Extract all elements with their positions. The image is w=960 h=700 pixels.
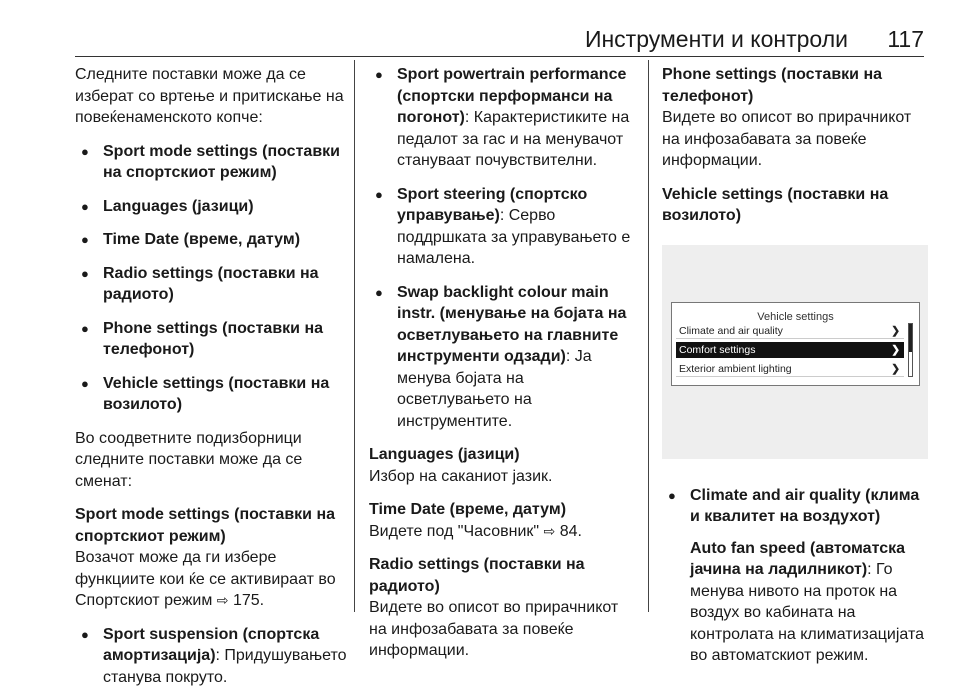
intro-text: Следните поставки може да се изберат со вртење и притискање на повеќенаменското копче: bbox=[75, 66, 344, 126]
sub-option bbox=[690, 538, 928, 667]
list-item bbox=[662, 485, 928, 667]
option-title: ● Climate and air quality (клима и квалитет на воздухот) bbox=[690, 486, 920, 525]
vehicle-settings-screenshot bbox=[662, 245, 928, 459]
time-text-body: Видете под "Часовник" bbox=[369, 522, 540, 540]
row-label: Comfort settings bbox=[679, 343, 756, 356]
option-text: : Придушувањето станува покруто. bbox=[103, 647, 347, 686]
screen-title: Vehicle settings bbox=[757, 310, 834, 323]
list-item: ● Sport mode settings (поставки на спортскиот режим) bbox=[75, 141, 347, 184]
sport-text bbox=[75, 547, 347, 612]
column-1 bbox=[75, 64, 347, 700]
chevron-right-icon: ❯ bbox=[891, 343, 900, 356]
time-text bbox=[369, 521, 637, 543]
list-item bbox=[369, 282, 637, 433]
list-item: ● Radio settings (поставки на радиото) bbox=[75, 263, 347, 306]
sub-option-text: : Го менува нивото на проток на воздух во кабината на контролата на климатизацијата во автоматскиот режим. bbox=[690, 561, 924, 664]
page-ref: 175. bbox=[232, 592, 265, 609]
sport-options-list bbox=[75, 624, 347, 689]
section-heading-time: Time Date (време, датум) bbox=[369, 501, 567, 518]
screen-menu-row-selected bbox=[676, 342, 904, 358]
option-title: Sport powertrain performance (спортски перформанси на погонот) bbox=[397, 66, 627, 126]
header-divider bbox=[75, 56, 924, 57]
option-text: : Ја менува бојата на осветлувањето на инструментите. bbox=[397, 348, 592, 430]
sport-options-list-cont bbox=[369, 64, 637, 432]
section-heading-vehicle: Vehicle settings (поставки на возилото) bbox=[662, 185, 889, 224]
page-ref-arrow-icon: ⇨ bbox=[216, 592, 229, 608]
scrollbar-thumb bbox=[909, 324, 912, 352]
list-item bbox=[75, 624, 347, 689]
list-item: ● Vehicle settings (поставки на возилото) bbox=[75, 373, 347, 416]
chevron-right-icon: ❯ bbox=[891, 324, 900, 337]
list-item bbox=[369, 184, 637, 270]
section-heading-languages: Languages (јазици) bbox=[369, 446, 520, 463]
option-text: : Серво поддршката за управувањето е намалена. bbox=[397, 207, 631, 267]
list-item: ● Time Date (време, датум) bbox=[75, 229, 347, 251]
row-label: Exterior ambient lighting bbox=[679, 362, 792, 375]
radio-text: Видете во описот во прирачникот на инфозабавата за повеќе информации. bbox=[369, 599, 619, 659]
screen-scrollbar bbox=[908, 323, 913, 377]
column-divider-2 bbox=[648, 60, 649, 612]
list-item: ● Phone settings (поставки на телефонот) bbox=[75, 318, 347, 361]
page-ref-arrow-icon: ⇨ bbox=[543, 522, 556, 539]
section-heading-phone: Phone settings (поставки на телефонот) bbox=[662, 66, 882, 105]
list-item bbox=[369, 64, 637, 172]
phone-text: Видете во описот во прирачникот на инфозабавата за повеќе информации. bbox=[662, 109, 912, 169]
column-3 bbox=[662, 64, 928, 679]
row-label: Climate and air quality bbox=[679, 324, 783, 337]
vehicle-options-list bbox=[662, 485, 928, 667]
page-ref: 84. bbox=[559, 522, 582, 540]
screen-menu-row bbox=[676, 361, 904, 377]
option-title: Swap backlight colour main instr. (менување на бојата на осветлувањето на главните инструменти одзади) bbox=[397, 283, 627, 365]
list-item: ● Languages (јазици) bbox=[75, 196, 347, 218]
display-screen bbox=[671, 302, 920, 386]
submenu-text: Во соодветните подизборници следните поставки може да се сменат: bbox=[75, 429, 303, 490]
languages-text: Избор на саканиот јазик. bbox=[369, 467, 553, 485]
page-title: Инструменти и контроли bbox=[584, 26, 848, 52]
option-title: Sport steering (спортско управување) bbox=[397, 185, 588, 224]
page-header bbox=[0, 0, 960, 58]
section-heading-radio: Radio settings (поставки на радиото) bbox=[369, 556, 585, 595]
column-2 bbox=[369, 64, 637, 674]
section-heading-sport: Sport mode settings (поставки на спортскиот режим) bbox=[75, 506, 335, 545]
screen-menu-row bbox=[676, 323, 904, 339]
page-number: 117 bbox=[887, 26, 924, 52]
column-divider-1 bbox=[354, 60, 355, 612]
sub-option-title: Auto fan speed (автоматска јачина на ладилникот) bbox=[690, 539, 905, 578]
option-text: : Карактеристиките на педалот за гас и на менувачот стануваат почувствителни. bbox=[397, 109, 630, 169]
option-title: Sport suspension (спортска амортизација) bbox=[103, 625, 320, 664]
settings-menu-list bbox=[75, 141, 347, 416]
sport-text-body: Возачот може да ги избере функциите кои ќе се активираат во Спортскиот режим bbox=[75, 549, 336, 609]
chevron-right-icon: ❯ bbox=[891, 362, 900, 375]
